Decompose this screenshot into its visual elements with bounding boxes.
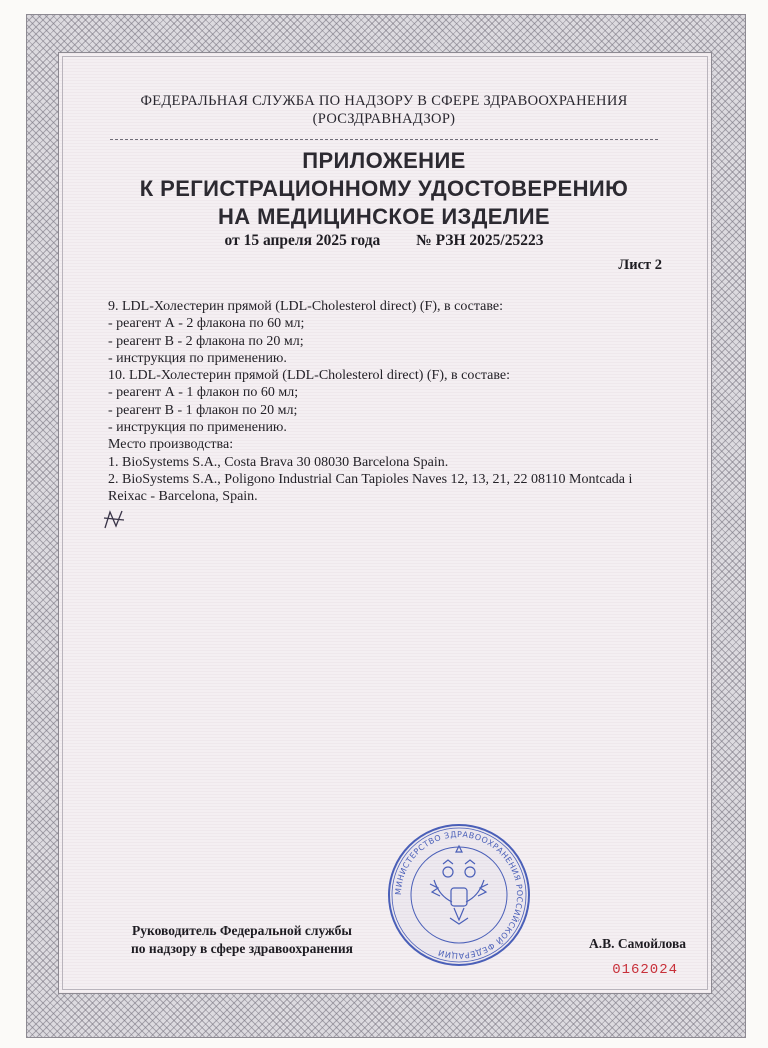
body-line: - реагент А - 2 флакона по 60 мл; [108,316,305,332]
signatory-position [112,922,372,958]
body-line: 1. BioSystems S.A., Costa Brava 30 08030 Barcelona Spain. [108,454,449,470]
body-line: 2. BioSystems S.A., Poligono Industrial Can Tapioles Naves 12, 13, 21, 22 08110 Montcada i [108,471,633,487]
signatory-position-line-1: Руководитель Федеральной службы [132,923,352,938]
handwritten-mark-icon [102,508,128,532]
date-number-line [70,232,698,250]
body-line: Reixac - Barcelona, Spain. [108,489,258,505]
issue-date: от 15 апреля 2025 года [224,232,381,249]
agency-header [70,92,698,128]
signatory-name: А.В. Самойлова [589,936,686,951]
signatory-position-line-2: по надзору в сфере здравоохранения [131,941,353,956]
official-seal-icon [386,822,532,968]
body-line: - реагент А - 1 флакон по 60 мл; [108,385,299,401]
document-title [70,147,698,231]
body-line: - реагент В - 1 флакон по 20 мл; [108,402,298,418]
header-divider [110,139,658,140]
seal-text: МИНИСТЕРСТВО ЗДРАВООХРАНЕНИЯ РОССИЙСКОЙ ФЕДЕРАЦИИ [393,829,525,961]
body-line: 9. LDL-Холестерин прямой (LDL-Cholesterol direct) (F), в составе: [108,299,504,314]
agency-abbreviation: (РОСЗДРАВНАДЗОР) [312,111,456,127]
sheet-number: Лист 2 [618,257,662,273]
title-line-1: ПРИЛОЖЕНИЕ [302,148,466,173]
agency-name: ФЕДЕРАЛЬНАЯ СЛУЖБА ПО НАДЗОРУ В СФЕРЕ ЗДРАВООХРАНЕНИЯ [140,93,628,109]
body-line: 10. LDL-Холестерин прямой (LDL-Cholesterol direct) (F), в составе: [108,368,511,384]
body-line: - инструкция по применению. [108,350,287,366]
title-line-2: К РЕГИСТРАЦИОННОМУ УДОСТОВЕРЕНИЮ [139,176,629,201]
serial-number: 0162024 [612,962,678,978]
body-line: - реагент В - 2 флакона по 20 мл; [108,333,304,349]
body-line: - инструкция по применению. [108,420,287,436]
document-body [108,298,688,506]
registration-number: № РЗН 2025/25223 [416,232,544,249]
title-line-3: НА МЕДИЦИНСКОЕ ИЗДЕЛИЕ [217,204,551,229]
body-line: Место производства: [108,437,234,453]
